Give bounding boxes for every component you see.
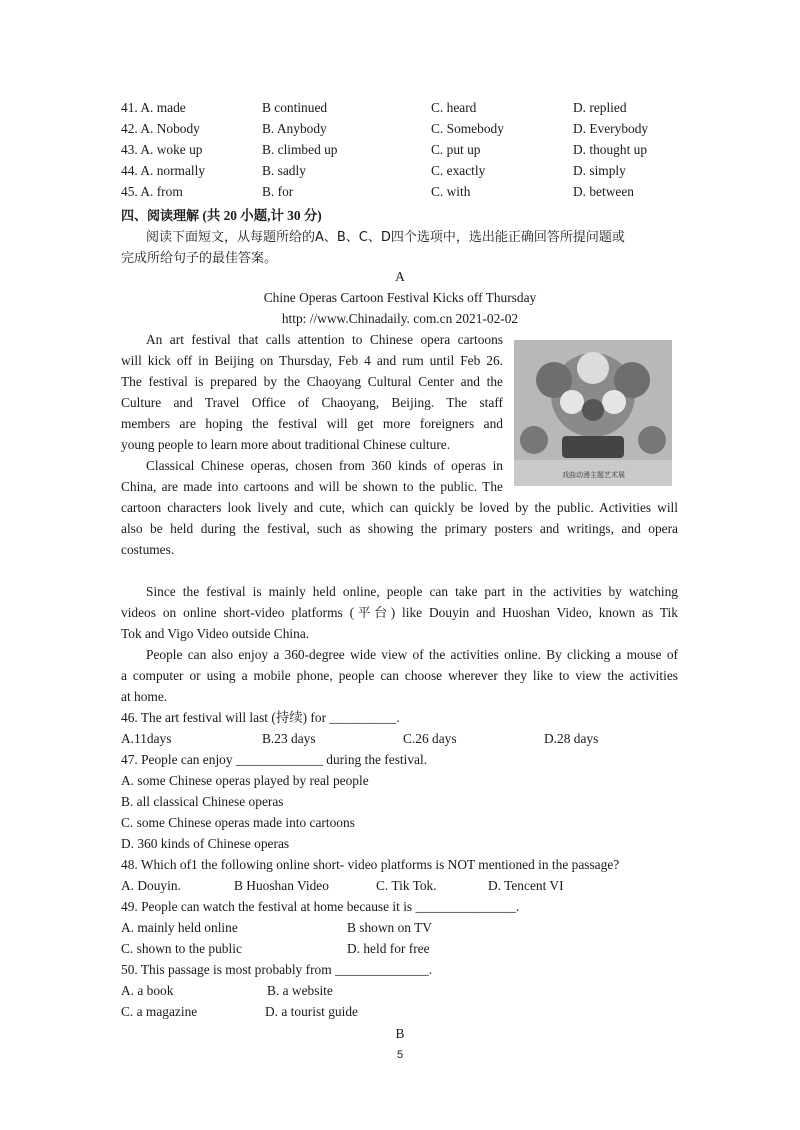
passage-a-p2-line-2: China, are made into cartoons and will be shown to the public. The [121,479,503,494]
passage-a-title: Chine Operas Cartoon Festival Kicks off Thursday [263,290,537,305]
q48-option-b: B Huoshan Video [234,878,329,893]
option-41-c: C. heard [431,100,477,115]
passage-a-p4-line-2: a computer or using a mobile phone, people can choose wherever they like to view the activities [121,668,678,683]
passage-a-p1-line-5: members are hoping the festival will get more foreigners and [121,416,503,431]
q47-option-d: D. 360 kinds of Chinese operas [121,836,290,851]
option-45-b: B. for [262,184,294,199]
p3-line-2-part-b: ) like Douyin and Huoshan Video, known as Tik [390,605,678,620]
q46-option-a: A.11days [121,731,172,746]
passage-a-p2-line-3: cartoon characters look lively and cute, which can quickly be loved by the public. Activities will [121,500,678,515]
option-42-b: B. Anybody [262,121,327,136]
option-42-c: C. Somebody [431,121,504,136]
q48-option-a: A. Douyin. [121,878,181,893]
option-41-a: 41. A. made [121,100,186,115]
q47-option-c: C. some Chinese operas made into cartoons [121,815,355,830]
option-42-d: D. Everybody [573,121,649,136]
passage-a-p3-line-2 [121,603,678,624]
option-42-a: 42. A. Nobody [121,121,200,136]
option-45-a: 45. A. from [121,184,183,199]
q49-option-c: C. shown to the public [121,941,242,956]
q46-option-c: C.26 days [403,731,457,746]
passage-a-p2-line-1: Classical Chinese operas, chosen from 360 kinds of operas in [146,458,503,473]
option-43-c: C. put up [431,142,481,157]
option-44-a: 44. A. normally [121,163,206,178]
section-heading-count: (共 20 小题,计 30 分) [202,208,322,223]
q47-option-a: A. some Chinese operas played by real people [121,773,369,788]
q50-option-c: C. a magazine [121,1004,198,1019]
q47-option-b: B. all classical Chinese operas [121,794,284,809]
passage-a-source: http: //www.Chinadaily. com.cn 2021-02-02 [281,311,519,326]
q48-option-d: D. Tencent VI [488,878,564,893]
passage-b-letter: B [395,1026,405,1041]
opera-cartoon-image [514,340,672,486]
passage-a-p2-line-5: costumes. [121,542,175,557]
q50-option-a: A. a book [121,983,174,998]
q49-option-b: B shown on TV [347,920,432,935]
p3-line-2-part-a: videos on online short-video platforms ( [121,605,355,620]
passage-a-p1-line-1: An art festival that calls attention to Chinese opera cartoons [146,332,503,347]
section-heading [121,205,322,224]
passage-a-p3-line-3: Tok and Vigo Video outside China. [121,626,310,641]
option-41-b: B continued [262,100,328,115]
passage-a-p1-line-2: will kick off in Beijing on Thursday, Feb 4 and rum until Feb 26. [121,353,503,368]
question-47: 47. People can enjoy _____________ during the festival. [121,752,428,767]
passage-a-p1-line-3: The festival is prepared by the Chaoyang Cultural Center and the [121,374,503,389]
option-41-d: D. replied [573,100,627,115]
p3-line-2-cn: 平台 [354,606,391,621]
section-instruction-line-2: 完成所给句子的最佳答案。 [121,251,278,266]
option-43-b: B. climbed up [262,142,338,157]
q49-option-d: D. held for free [347,941,430,956]
option-45-d: D. between [573,184,634,199]
q50-option-b: B. a website [267,983,333,998]
question-46: 46. The art festival will last (持续) for __________. [121,710,400,725]
question-49: 49. People can watch the festival at home because it is _______________. [121,899,520,914]
q46-option-d: D.28 days [544,731,599,746]
passage-a-p4-line-3: at home. [121,689,168,704]
option-44-b: B. sadly [262,163,306,178]
question-48: 48. Which of1 the following online short- video platforms is NOT mentioned in the passage? [121,857,620,872]
section-heading-title: 四、阅读理解 [121,209,200,224]
passage-a-p4-line-1: People can also enjoy a 360-degree wide view of the activities online. By clicking a mouse of [146,647,678,662]
section-instruction-line-1: 阅读下面短文，从每题所给的A、B、C、D四个选项中，选出能正确回答所提问题或 [146,230,625,245]
passage-a-letter: A [395,269,405,284]
q48-option-c: C. Tik Tok. [376,878,437,893]
q50-option-d: D. a tourist guide [265,1004,358,1019]
passage-a-p3-line-1: Since the festival is mainly held online, people can take part in the activities by watching [146,584,678,599]
option-43-d: D. thought up [573,142,648,157]
passage-a-p2-line-4: also be held during the festival, such as showing the primary posters and writings, and opera [121,521,678,536]
q49-option-a: A. mainly held online [121,920,238,935]
option-45-c: C. with [431,184,471,199]
option-44-c: C. exactly [431,163,486,178]
q46-option-b: B.23 days [262,731,316,746]
option-44-d: D. simply [573,163,626,178]
page-number: 5 [396,1049,404,1061]
image-caption: 戏曲动漫主题艺术展 [562,471,625,479]
option-43-a: 43. A. woke up [121,142,203,157]
passage-a-p1-line-6: young people to learn more about traditional Chinese culture. [121,437,451,452]
passage-a-p1-line-4: Culture and Travel Office of Chaoyang, Beijing. The staff [121,395,503,410]
question-50: 50. This passage is most probably from ______________. [121,962,433,977]
